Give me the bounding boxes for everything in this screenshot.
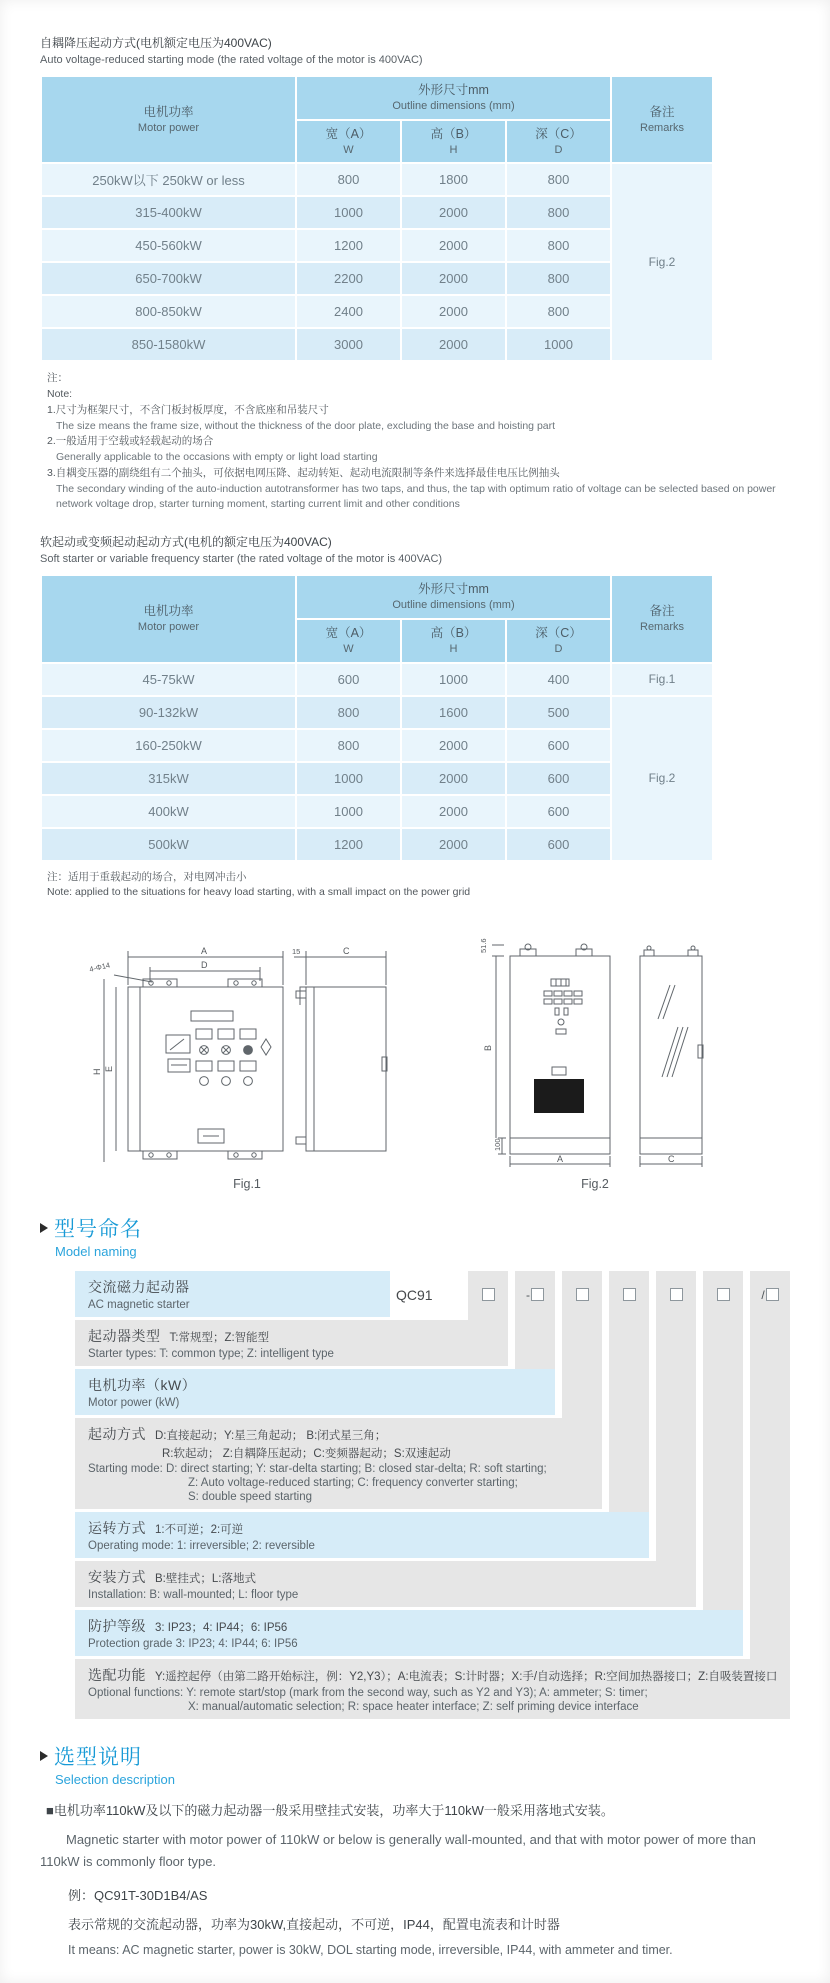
- code-column: [562, 1271, 602, 1418]
- model-naming-detail-en: Starting mode: D: direct starting; Y: star-delta starting; B: closed star-delta; R: soft starting;: [88, 1463, 547, 1476]
- note-heading-en: Note:: [47, 388, 73, 401]
- fig1-drawing: [88, 941, 406, 1173]
- model-naming-row: [75, 1512, 649, 1558]
- selection-example-en: It means: AC magnetic starter, power is 30kW, DOL starting mode, irreversible, IP44, with ammeter and timer.: [68, 1942, 673, 1957]
- motor-power-cell: 450-560kW: [41, 229, 296, 262]
- outline-figures: [40, 927, 790, 1191]
- selection-example-code: 例：QC91T-30D1B4/AS: [68, 1887, 208, 1903]
- dimension-cell: 500: [506, 696, 611, 729]
- code-box: [531, 1288, 544, 1301]
- selection-heading-en: Selection description: [55, 1772, 175, 1788]
- remark-cell: Fig.1: [611, 663, 713, 696]
- dimension-cell: 2000: [401, 196, 506, 229]
- code-box: [670, 1288, 683, 1301]
- note-item-en: The secondary winding of the auto-induction autotransformer has two taps, and thus, the tap with optimum ratio of voltage can be selected based on power network voltage drop, starter turning moment, starting current limit and other conditions: [56, 482, 776, 511]
- model-naming-detail: D:直接起动；Y:星三角起动； B:闭式星三角；: [155, 1430, 387, 1443]
- dimension-cell: 600: [506, 762, 611, 795]
- width-header: 宽（A） W: [296, 120, 401, 164]
- model-code: QC91: [396, 1287, 433, 1304]
- dimension-cell: 800: [296, 729, 401, 762]
- model-naming-row: [75, 1610, 743, 1656]
- model-naming-row: [75, 1561, 696, 1607]
- motor-power-cell: 45-75kW: [41, 663, 296, 696]
- code-column: -: [515, 1271, 555, 1369]
- fig1-caption: Fig.1: [233, 1177, 261, 1192]
- motor-power-cell: 90-132kW: [41, 696, 296, 729]
- motor-power-cell: 315-400kW: [41, 196, 296, 229]
- model-naming-label: 运转方式: [88, 1520, 146, 1537]
- table2-title-en: Soft starter or variable frequency starter (the rated voltage of the motor is 400VAC): [40, 553, 443, 566]
- fig2-dim-100: 100: [493, 1138, 502, 1152]
- outline-dimensions-header: 外形尺寸mm Outline dimensions (mm): [296, 575, 611, 619]
- table2-note: [47, 870, 790, 902]
- model-naming-label: 交流磁力起动器: [88, 1279, 190, 1296]
- table-row: [41, 696, 713, 729]
- soft-starter-table: [40, 574, 714, 861]
- remark-cell: Fig.2: [611, 696, 713, 861]
- height-header: 高（B） H: [401, 120, 506, 164]
- code-box: [623, 1288, 636, 1301]
- dimension-cell: 2000: [401, 762, 506, 795]
- note-item-en: The size means the frame size, without the thickness of the door plate, excluding the base and hoisting part: [56, 419, 556, 432]
- dimension-cell: 2000: [401, 262, 506, 295]
- dimension-cell: 1000: [506, 328, 611, 361]
- model-naming-detail-en: AC magnetic starter: [88, 1299, 190, 1312]
- model-naming-label: 电机功率（kW）: [88, 1377, 197, 1394]
- model-naming-row: [75, 1418, 602, 1509]
- model-naming-row: [75, 1320, 508, 1366]
- fig1-block: [88, 941, 406, 1191]
- note-item-zh: 3.自耦变压器的副绕组有二个抽头，可依据电网压降、起动转矩、起动电流限制等条件来选择最佳电压比例抽头: [47, 466, 560, 479]
- note-heading-zh: 注：: [47, 372, 68, 385]
- fig1-dim-15: 15: [292, 947, 301, 957]
- fig2-dim-b: B: [483, 1045, 493, 1052]
- motor-power-header: 电机功率 Motor power: [41, 76, 296, 163]
- table1-title-zh: 自耦降压起动方式(电机额定电压为400VAC): [40, 36, 272, 50]
- motor-power-cell: 850-1580kW: [41, 328, 296, 361]
- dimension-cell: 1600: [401, 696, 506, 729]
- model-naming-label: 防护等级: [88, 1618, 146, 1635]
- dimension-cell: 600: [506, 828, 611, 861]
- dimension-cell: 800: [296, 163, 401, 196]
- model-naming-detail-en: Motor power (kW): [88, 1397, 180, 1410]
- fig1-dim-c: C: [343, 946, 350, 957]
- model-naming-detail-en: Optional functions: Y: remote start/stop (mark from the second way, such as Y2 and Y3); A: ammeter; S: timer;: [88, 1687, 648, 1700]
- fig2-block: [472, 927, 718, 1191]
- model-naming-detail-en: Starter types: T: common type; Z: intelligent type: [88, 1348, 334, 1361]
- motor-power-cell: 250kW以下 250kW or less: [41, 163, 296, 196]
- code-column: [468, 1271, 508, 1320]
- model-naming-detail: 1:不可逆；2:可逆: [155, 1524, 244, 1537]
- dimension-cell: 800: [506, 196, 611, 229]
- fig2-dim-a: A: [557, 1154, 564, 1165]
- fig1-dim-e: E: [104, 1066, 114, 1073]
- model-naming-detail: T:常规型；Z:智能型: [169, 1332, 270, 1345]
- width-header: 宽（A） W: [296, 619, 401, 663]
- model-naming-detail-en: Installation: B: wall-mounted; L: floor type: [88, 1589, 299, 1602]
- dimension-cell: 1200: [296, 229, 401, 262]
- fig2-dim-516: 51.6: [479, 938, 488, 954]
- table2-note-zh: 注：适用于重载起动的场合，对电网冲击小: [47, 870, 247, 883]
- table-row: [41, 163, 713, 196]
- model-naming-row: [75, 1369, 555, 1415]
- dimension-cell: 2000: [401, 795, 506, 828]
- model-naming-diagram: [75, 1271, 790, 1719]
- dimension-cell: 800: [506, 163, 611, 196]
- dimension-cell: 1000: [401, 663, 506, 696]
- dimension-cell: 1000: [296, 762, 401, 795]
- table2-title-zh: 软起动或变频起动起动方式(电机的额定电压为400VAC): [40, 535, 332, 550]
- model-naming-detail: Y:遥控起停（由第二路开始标注，例：Y2,Y3）；A:电流表；S:计时器；X:手/自动选择；R:空间加热器接口；Z:自吸装置接口: [155, 1671, 778, 1684]
- motor-power-cell: 315kW: [41, 762, 296, 795]
- model-naming-detail-en: X: manual/automatic selection; R: space heater interface; Z: self priming device interface: [188, 1701, 639, 1714]
- model-naming-detail-en: Protection grade 3: IP23; 4: IP44; 6: IP56: [88, 1638, 298, 1651]
- model-naming-detail: R:软起动； Z:自耦降压起动；C:变频器起动；S:双速起动: [162, 1448, 451, 1461]
- model-naming-label: 选配功能: [88, 1667, 146, 1684]
- dimension-cell: 1800: [401, 163, 506, 196]
- motor-power-header: 电机功率 Motor power: [41, 575, 296, 662]
- model-naming-detail-en: Operating mode: 1: irreversible; 2: reversible: [88, 1540, 315, 1553]
- outline-dimensions-header: 外形尺寸mm Outline dimensions (mm): [296, 76, 611, 120]
- dimension-cell: 600: [506, 795, 611, 828]
- dimension-cell: 1200: [296, 828, 401, 861]
- table2-note-en: Note: applied to the situations for heavy load starting, with a small impact on the power grid: [47, 886, 471, 899]
- fig2-dim-c: C: [668, 1154, 675, 1165]
- section-arrow-icon: [40, 1751, 48, 1761]
- dimension-cell: 800: [506, 262, 611, 295]
- note-item-en: Generally applicable to the occasions with empty or light load starting: [56, 451, 378, 464]
- dimension-cell: 2200: [296, 262, 401, 295]
- model-naming-row: [75, 1659, 790, 1719]
- model-naming-detail-en: Z: Auto voltage-reduced starting; C: frequency converter starting;: [188, 1477, 518, 1490]
- selection-paragraph-zh: ■电机功率110kW及以下的磁力起动器一般采用壁挂式安装，功率大于110kW一般采用落地式安装。: [46, 1803, 614, 1819]
- code-box: [576, 1288, 589, 1301]
- remark-cell: Fig.2: [611, 163, 713, 361]
- table1-notes: [47, 371, 790, 513]
- dimension-cell: 2000: [401, 828, 506, 861]
- code-column: [609, 1271, 649, 1512]
- table-row: [41, 663, 713, 696]
- code-column: [656, 1271, 696, 1561]
- motor-power-cell: 500kW: [41, 828, 296, 861]
- fig1-dim-d: D: [201, 960, 208, 971]
- model-naming-detail: 3: IP23；4: IP44；6: IP56: [155, 1622, 288, 1635]
- model-naming-row: [75, 1271, 390, 1317]
- dimension-cell: 400: [506, 663, 611, 696]
- model-naming-heading-en: Model naming: [55, 1244, 137, 1260]
- note-item-zh: 2.一般适用于空载或轻载起动的场合: [47, 435, 214, 448]
- table1-title-en: Auto voltage-reduced starting mode (the rated voltage of the motor is 400VAC): [40, 54, 423, 66]
- dimension-cell: 2000: [401, 729, 506, 762]
- fig2-caption: Fig.2: [581, 1177, 609, 1192]
- code-box: [482, 1288, 495, 1301]
- fig1-dim-a: A: [201, 946, 208, 957]
- note-item-zh: 1.尺寸为框架尺寸，不含门板封板厚度，不含底座和吊装尺寸: [47, 403, 329, 416]
- motor-power-cell: 400kW: [41, 795, 296, 828]
- model-naming-label: 起动器类型: [88, 1328, 161, 1345]
- dimension-cell: 3000: [296, 328, 401, 361]
- model-naming-detail-en: S: double speed starting: [188, 1491, 313, 1504]
- remarks-header: 备注 Remarks: [611, 575, 713, 662]
- code-box: [766, 1288, 779, 1301]
- fig1-dim-h: H: [92, 1068, 102, 1076]
- dimension-cell: 1000: [296, 795, 401, 828]
- code-column: /: [750, 1271, 790, 1659]
- dimension-cell: 2000: [401, 328, 506, 361]
- model-naming-section-head: [40, 1213, 790, 1259]
- depth-header: 深（C） D: [506, 120, 611, 164]
- fig2-drawing: [472, 927, 718, 1173]
- selection-heading-zh: 选型说明: [54, 1746, 142, 1770]
- model-naming-heading-zh: 型号命名: [54, 1218, 142, 1242]
- dimension-cell: 600: [506, 729, 611, 762]
- dimension-cell: 600: [296, 663, 401, 696]
- depth-header: 深（C） D: [506, 619, 611, 663]
- motor-power-cell: 800-850kW: [41, 295, 296, 328]
- code-box: [717, 1288, 730, 1301]
- dimension-cell: 800: [506, 229, 611, 262]
- height-header: 高（B） H: [401, 619, 506, 663]
- dimension-cell: 2000: [401, 295, 506, 328]
- selection-section-head: [40, 1741, 790, 1787]
- section-arrow-icon: [40, 1223, 48, 1233]
- dimension-cell: 1000: [296, 196, 401, 229]
- remarks-header: 备注 Remarks: [611, 76, 713, 163]
- dimension-cell: 2000: [401, 229, 506, 262]
- dimension-cell: 800: [296, 696, 401, 729]
- dimension-cell: 800: [506, 295, 611, 328]
- dimension-cell: 2400: [296, 295, 401, 328]
- motor-power-cell: 160-250kW: [41, 729, 296, 762]
- model-naming-label: 安装方式: [88, 1569, 146, 1586]
- code-column: [703, 1271, 743, 1610]
- selection-paragraph-en: Magnetic starter with motor power of 110kW or below is generally wall-mounted, and that with motor power of more than 110kW is commonly floor type.: [40, 1831, 756, 1869]
- motor-power-cell: 650-700kW: [41, 262, 296, 295]
- model-naming-detail: B:壁挂式；L:落地式: [155, 1573, 256, 1586]
- model-naming-label: 起动方式: [88, 1426, 146, 1443]
- selection-example-zh: 表示常规的交流起动器，功率为30kW,直接起动，不可逆，IP44，配置电流表和计时器: [68, 1916, 560, 1932]
- auto-voltage-reduced-table: [40, 75, 714, 362]
- fig1-dim-phi: 4-Φ14: [88, 960, 111, 975]
